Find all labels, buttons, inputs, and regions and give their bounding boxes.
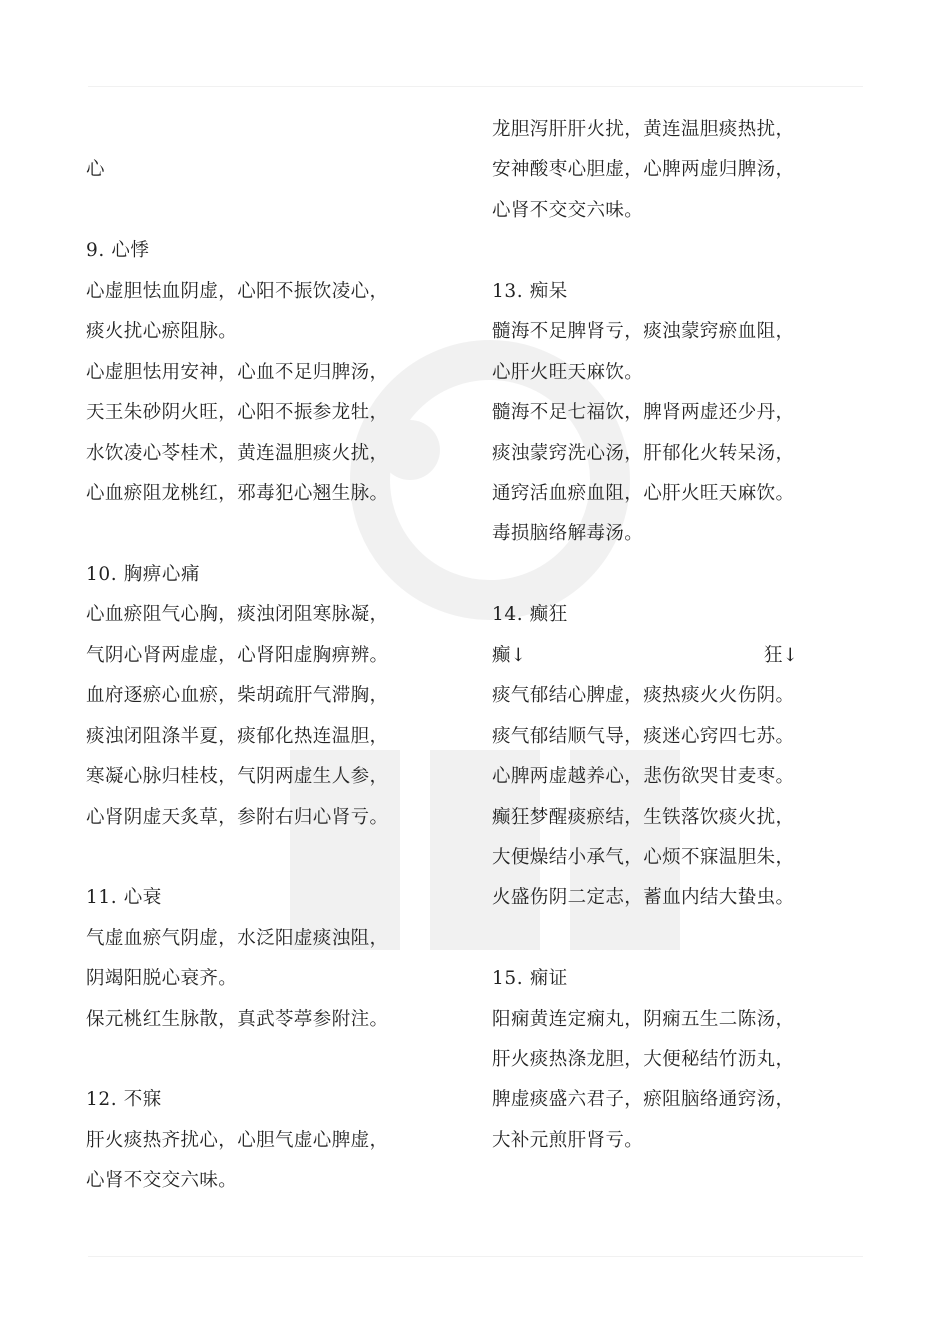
text-line: 心脾两虚越养心，悲伤欲哭甘麦枣。 (492, 766, 795, 787)
split-right-label: 狂↓ (763, 645, 798, 666)
text-line: 心血瘀阻气心胸，痰浊闭阻寒脉凝， (86, 604, 389, 625)
text-line: 心肝火旺天麻饮。 (492, 362, 644, 383)
text-line: 通窍活血瘀血阻，心肝火旺天麻饮。 (492, 483, 795, 504)
text-line: 龙胆泻肝肝火扰，黄连温胆痰热扰， (492, 119, 795, 140)
text-line: 水饮凌心苓桂术，黄连温胆痰火扰， (86, 443, 389, 464)
text-line: 寒凝心脉归桂枝，气阴两虚生人参， (86, 766, 389, 787)
split-left-label: 癫↓ (492, 645, 527, 666)
text-line: 血府逐瘀心血瘀，柴胡疏肝气滞胸， (86, 685, 389, 706)
section-title-heart: 心 (86, 159, 105, 180)
text-line: 安神酸枣心胆虚，心脾两虚归脾汤， (492, 159, 795, 180)
heading-mania: 14. 癫狂 (492, 604, 568, 625)
text-line: 心虚胆怯血阴虚，心阳不振饮凌心， (86, 281, 389, 302)
heading-dementia: 13. 痴呆 (492, 281, 568, 302)
text-line: 髓海不足七福饮，脾肾两虚还少丹， (492, 402, 795, 423)
text-line: 阳痫黄连定痫丸，阴痫五生二陈汤， (492, 1009, 795, 1030)
text-line: 肝火痰热涤龙胆，大便秘结竹沥丸， (492, 1049, 795, 1070)
text-line: 阴竭阳脱心衰齐。 (86, 968, 238, 989)
text-line: 心肾阴虚天炙草，参附右归心肾亏。 (86, 807, 389, 828)
text-line: 髓海不足脾肾亏，痰浊蒙窍瘀血阻， (492, 321, 795, 342)
heading-epilepsy: 15. 痫证 (492, 968, 568, 989)
text-line: 心肾不交交六味。 (492, 200, 644, 221)
text-line: 痰气郁结顺气导，痰迷心窍四七苏。 (492, 726, 795, 747)
text-line: 脾虚痰盛六君子，瘀阻脑络通窍汤， (492, 1089, 795, 1110)
text-line: 心肾不交交六味。 (86, 1170, 238, 1191)
text-line: 保元桃红生脉散，真武苓葶参附注。 (86, 1009, 389, 1030)
text-line: 天王朱砂阴火旺，心阳不振参龙牡， (86, 402, 389, 423)
heading-palpitation: 9. 心悸 (86, 240, 150, 261)
text-line: 心血瘀阻龙桃红，邪毒犯心翘生脉。 (86, 483, 389, 504)
text-line: 心虚胆怯用安神，心血不足归脾汤， (86, 362, 389, 383)
text-line: 癫狂梦醒痰瘀结，生铁落饮痰火扰， (492, 807, 795, 828)
text-line: 火盛伤阴二定志，蓄血内结大蛰虫。 (492, 887, 795, 908)
bottom-rule (88, 1256, 863, 1257)
text-line: 大便燥结小承气，心烦不寐温胆朱， (492, 847, 795, 868)
text-line: 痰浊闭阻涤半夏，痰郁化热连温胆， (86, 726, 389, 747)
split-line (492, 644, 798, 668)
top-rule (88, 86, 863, 87)
text-line: 痰气郁结心脾虚，痰热痰火火伤阴。 (492, 685, 795, 706)
text-line: 肝火痰热齐扰心，心胆气虚心脾虚， (86, 1130, 389, 1151)
text-line: 痰火扰心瘀阻脉。 (86, 321, 238, 342)
text-line: 气阴心肾两虚虚，心肾阳虚胸痹辨。 (86, 645, 389, 666)
text-line: 痰浊蒙窍洗心汤，肝郁化火转呆汤， (492, 443, 795, 464)
text-line: 毒损脑络解毒汤。 (492, 523, 644, 544)
text-line: 大补元煎肝肾亏。 (492, 1130, 644, 1151)
heading-heart-failure: 11. 心衰 (86, 887, 162, 908)
heading-insomnia: 12. 不寐 (86, 1089, 162, 1110)
text-line: 气虚血瘀气阴虚，水泛阳虚痰浊阻， (86, 928, 389, 949)
heading-chest-pain: 10. 胸痹心痛 (86, 564, 201, 585)
